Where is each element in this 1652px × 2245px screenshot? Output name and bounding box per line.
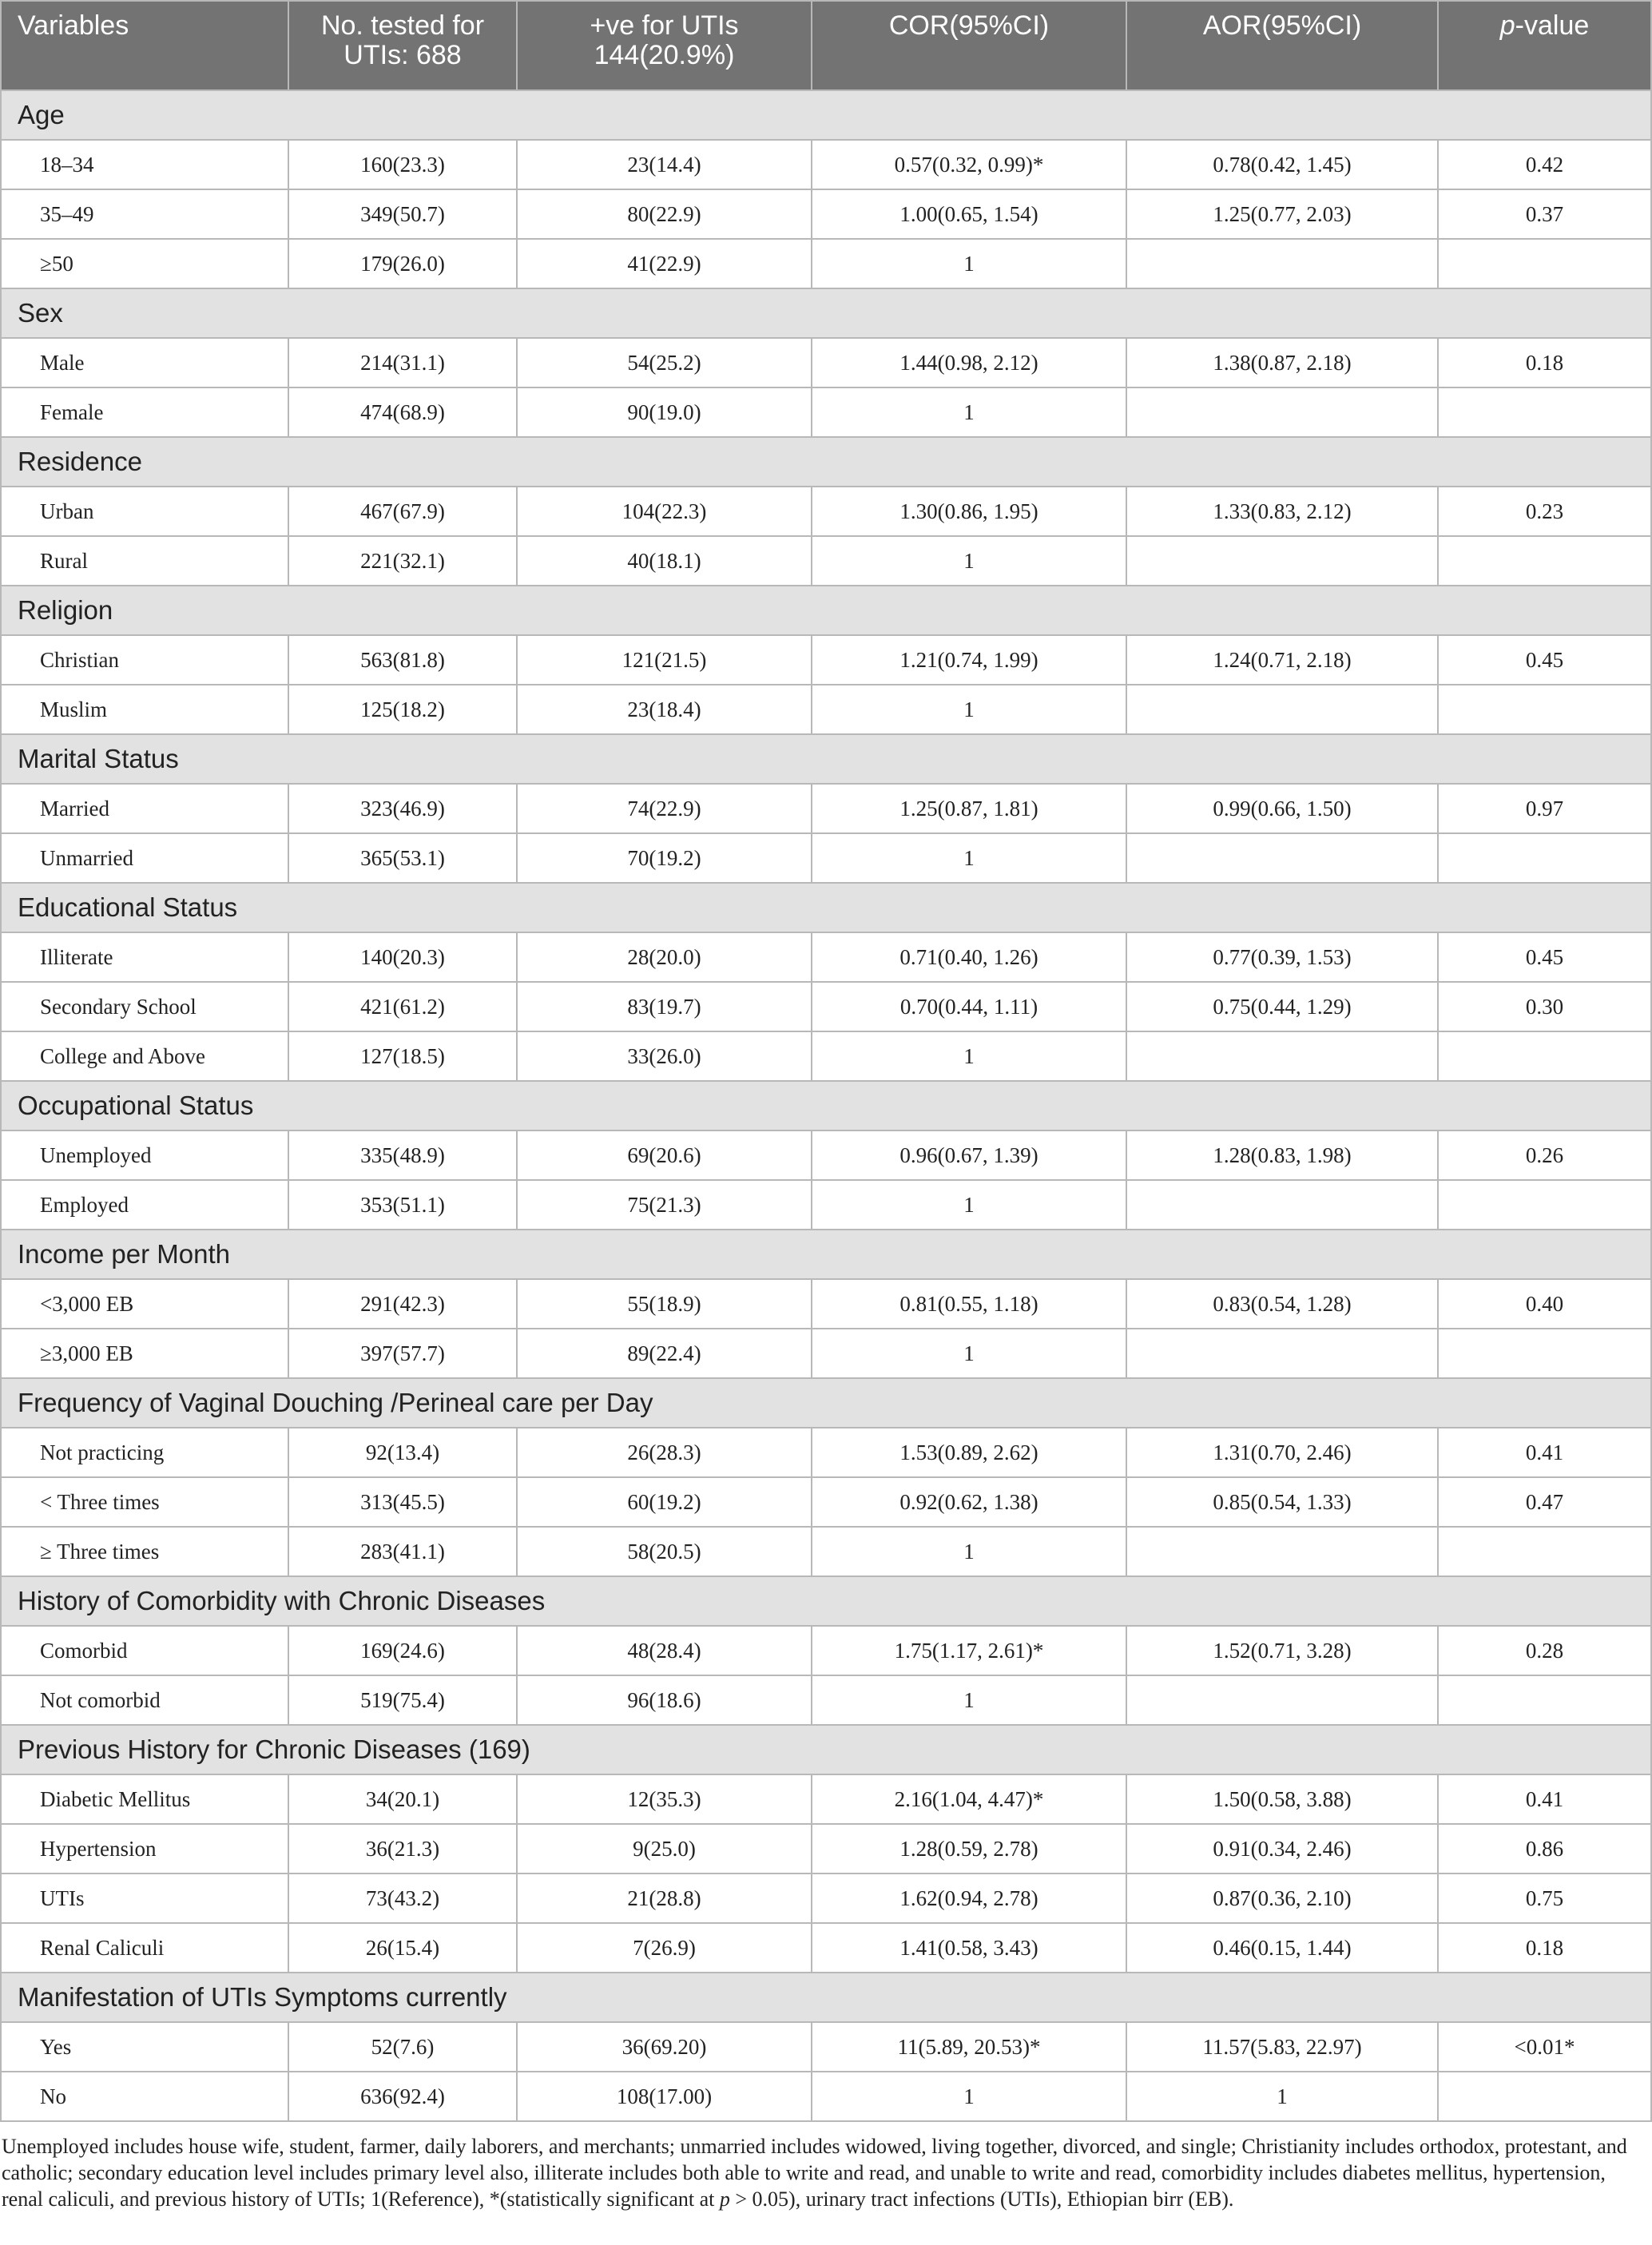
variable-cell: Married (1, 784, 288, 833)
section-title: History of Comorbidity with Chronic Diseases (1, 1576, 1651, 1626)
variable-cell: Unmarried (1, 833, 288, 883)
tested-cell: 349(50.7) (288, 189, 517, 239)
cor-cell: 2.16(1.04, 4.47)* (812, 1774, 1126, 1824)
cor-cell: 0.57(0.32, 0.99)* (812, 140, 1126, 189)
aor-cell (1126, 387, 1438, 437)
cor-cell: 1.53(0.89, 2.62) (812, 1428, 1126, 1477)
positive-cell: 9(25.0) (517, 1824, 812, 1873)
variable-cell: 18–34 (1, 140, 288, 189)
tested-cell: 397(57.7) (288, 1329, 517, 1378)
positive-cell: 121(21.5) (517, 635, 812, 685)
table-row (1, 635, 1651, 685)
section-header-row (1, 1576, 1651, 1626)
aor-cell (1126, 1675, 1438, 1725)
cor-cell: 1.41(0.58, 3.43) (812, 1923, 1126, 1973)
tested-cell: 92(13.4) (288, 1428, 517, 1477)
section-title: Frequency of Vaginal Douching /Perineal care per Day (1, 1378, 1651, 1428)
variable-cell: 35–49 (1, 189, 288, 239)
aor-cell: 0.83(0.54, 1.28) (1126, 1279, 1438, 1329)
table-row (1, 982, 1651, 1031)
header-variables: Variables (1, 1, 288, 90)
cor-cell: 1 (812, 2072, 1126, 2121)
positive-cell: 83(19.7) (517, 982, 812, 1031)
tested-cell: 34(20.1) (288, 1774, 517, 1824)
variable-cell: Yes (1, 2022, 288, 2072)
p-value-cell: 0.47 (1438, 1477, 1651, 1527)
cor-cell: 1 (812, 833, 1126, 883)
tested-cell: 291(42.3) (288, 1279, 517, 1329)
cor-cell: 1.62(0.94, 2.78) (812, 1873, 1126, 1923)
p-value-cell: 0.75 (1438, 1873, 1651, 1923)
section-title: Educational Status (1, 883, 1651, 932)
aor-cell: 0.99(0.66, 1.50) (1126, 784, 1438, 833)
positive-cell: 7(26.9) (517, 1923, 812, 1973)
tested-cell: 214(31.1) (288, 338, 517, 387)
positive-cell: 75(21.3) (517, 1180, 812, 1230)
cor-cell: 1 (812, 387, 1126, 437)
cor-cell: 1 (812, 1180, 1126, 1230)
tested-cell: 313(45.5) (288, 1477, 517, 1527)
cor-cell: 1 (812, 1675, 1126, 1725)
positive-cell: 58(20.5) (517, 1527, 812, 1576)
p-value-cell: <0.01* (1438, 2022, 1651, 2072)
section-header-row (1, 288, 1651, 338)
tested-cell: 36(21.3) (288, 1824, 517, 1873)
header-p-italic: p (1499, 10, 1515, 41)
positive-cell: 23(18.4) (517, 685, 812, 734)
variable-cell: Employed (1, 1180, 288, 1230)
aor-cell: 1 (1126, 2072, 1438, 2121)
header-p-rest: -value (1515, 10, 1590, 41)
variable-cell: Diabetic Mellitus (1, 1774, 288, 1824)
positive-cell: 21(28.8) (517, 1873, 812, 1923)
table-row (1, 1774, 1651, 1824)
tested-cell: 127(18.5) (288, 1031, 517, 1081)
aor-cell: 1.33(0.83, 2.12) (1126, 487, 1438, 536)
aor-cell: 0.78(0.42, 1.45) (1126, 140, 1438, 189)
variable-cell: Christian (1, 635, 288, 685)
p-value-cell: 0.45 (1438, 932, 1651, 982)
table-row (1, 784, 1651, 833)
aor-cell (1126, 1527, 1438, 1576)
positive-cell: 80(22.9) (517, 189, 812, 239)
positive-cell: 96(18.6) (517, 1675, 812, 1725)
positive-cell: 69(20.6) (517, 1130, 812, 1180)
variable-cell: No (1, 2072, 288, 2121)
p-value-cell: 0.41 (1438, 1774, 1651, 1824)
variable-cell: Urban (1, 487, 288, 536)
variable-cell: Muslim (1, 685, 288, 734)
section-header-row (1, 1230, 1651, 1279)
p-value-cell: 0.30 (1438, 982, 1651, 1031)
header-positive-line1: +ve for UTIs (590, 10, 739, 41)
aor-cell: 0.75(0.44, 1.29) (1126, 982, 1438, 1031)
p-value-cell: 0.28 (1438, 1626, 1651, 1675)
p-value-cell: 0.97 (1438, 784, 1651, 833)
variable-cell: Illiterate (1, 932, 288, 982)
cor-cell: 0.81(0.55, 1.18) (812, 1279, 1126, 1329)
header-row (1, 1, 1651, 90)
tested-cell: 125(18.2) (288, 685, 517, 734)
header-aor: AOR(95%CI) (1126, 1, 1438, 90)
variable-cell: Comorbid (1, 1626, 288, 1675)
variable-cell: < Three times (1, 1477, 288, 1527)
p-value-cell: 0.18 (1438, 338, 1651, 387)
section-header-row (1, 1973, 1651, 2022)
header-tested (288, 1, 517, 90)
table-row (1, 1031, 1651, 1081)
tested-cell: 519(75.4) (288, 1675, 517, 1725)
section-title: Previous History for Chronic Diseases (169) (1, 1725, 1651, 1774)
positive-cell: 40(18.1) (517, 536, 812, 586)
tested-cell: 26(15.4) (288, 1923, 517, 1973)
p-value-cell: 0.86 (1438, 1824, 1651, 1873)
tested-cell: 160(23.3) (288, 140, 517, 189)
section-header-row (1, 1378, 1651, 1428)
positive-cell: 108(17.00) (517, 2072, 812, 2121)
variable-cell: Not practicing (1, 1428, 288, 1477)
section-header-row (1, 1081, 1651, 1130)
header-p-value (1438, 1, 1651, 90)
table-row (1, 338, 1651, 387)
tested-cell: 52(7.6) (288, 2022, 517, 2072)
footnote-p-italic: p (719, 2187, 730, 2211)
section-header-row (1, 437, 1651, 487)
section-title: Sex (1, 288, 1651, 338)
table-row (1, 1180, 1651, 1230)
variable-cell: Male (1, 338, 288, 387)
aor-cell: 1.28(0.83, 1.98) (1126, 1130, 1438, 1180)
cor-cell: 0.92(0.62, 1.38) (812, 1477, 1126, 1527)
section-title: Age (1, 90, 1651, 140)
variable-cell: College and Above (1, 1031, 288, 1081)
aor-cell (1126, 536, 1438, 586)
p-value-cell (1438, 239, 1651, 288)
section-title: Manifestation of UTIs Symptoms currently (1, 1973, 1651, 2022)
aor-cell: 0.46(0.15, 1.44) (1126, 1923, 1438, 1973)
header-positive-line2: 144(20.9%) (594, 40, 735, 70)
cor-cell: 0.71(0.40, 1.26) (812, 932, 1126, 982)
p-value-cell (1438, 1527, 1651, 1576)
tested-cell: 73(43.2) (288, 1873, 517, 1923)
section-header-row (1, 883, 1651, 932)
p-value-cell (1438, 1329, 1651, 1378)
section-title: Occupational Status (1, 1081, 1651, 1130)
table-row (1, 1626, 1651, 1675)
table-body (1, 90, 1651, 2121)
table-row (1, 1130, 1651, 1180)
p-value-cell: 0.18 (1438, 1923, 1651, 1973)
cor-cell: 1 (812, 1329, 1126, 1378)
section-title: Marital Status (1, 734, 1651, 784)
positive-cell: 104(22.3) (517, 487, 812, 536)
p-value-cell (1438, 1675, 1651, 1725)
table-row (1, 1824, 1651, 1873)
tested-cell: 221(32.1) (288, 536, 517, 586)
p-value-cell: 0.26 (1438, 1130, 1651, 1180)
variable-cell: Not comorbid (1, 1675, 288, 1725)
positive-cell: 48(28.4) (517, 1626, 812, 1675)
section-header-row (1, 734, 1651, 784)
cor-cell: 0.96(0.67, 1.39) (812, 1130, 1126, 1180)
p-value-cell (1438, 2072, 1651, 2121)
footnote (0, 2133, 1649, 2212)
variable-cell: Secondary School (1, 982, 288, 1031)
footnote-part2: > 0.05), urinary tract infections (UTIs), Ethiopian birr (EB). (729, 2187, 1234, 2211)
variable-cell: Rural (1, 536, 288, 586)
variable-cell: <3,000 EB (1, 1279, 288, 1329)
p-value-cell (1438, 833, 1651, 883)
aor-cell: 0.77(0.39, 1.53) (1126, 932, 1438, 982)
cor-cell: 0.70(0.44, 1.11) (812, 982, 1126, 1031)
p-value-cell (1438, 387, 1651, 437)
positive-cell: 90(19.0) (517, 387, 812, 437)
table-row (1, 1329, 1651, 1378)
positive-cell: 23(14.4) (517, 140, 812, 189)
tested-cell: 421(61.2) (288, 982, 517, 1031)
p-value-cell (1438, 1180, 1651, 1230)
p-value-cell: 0.41 (1438, 1428, 1651, 1477)
aor-cell (1126, 239, 1438, 288)
cor-cell: 1 (812, 239, 1126, 288)
positive-cell: 74(22.9) (517, 784, 812, 833)
aor-cell: 1.24(0.71, 2.18) (1126, 635, 1438, 685)
aor-cell: 0.91(0.34, 2.46) (1126, 1824, 1438, 1873)
p-value-cell: 0.42 (1438, 140, 1651, 189)
tested-cell: 636(92.4) (288, 2072, 517, 2121)
variable-cell: Unemployed (1, 1130, 288, 1180)
table-row (1, 387, 1651, 437)
aor-cell (1126, 1329, 1438, 1378)
table-row (1, 932, 1651, 982)
tested-cell: 353(51.1) (288, 1180, 517, 1230)
p-value-cell: 0.45 (1438, 635, 1651, 685)
header-tested-line2: UTIs: 688 (344, 40, 462, 70)
aor-cell: 1.52(0.71, 3.28) (1126, 1626, 1438, 1675)
positive-cell: 70(19.2) (517, 833, 812, 883)
section-header-row (1, 90, 1651, 140)
table-row (1, 1477, 1651, 1527)
p-value-cell (1438, 1031, 1651, 1081)
table-row (1, 189, 1651, 239)
positive-cell: 33(26.0) (517, 1031, 812, 1081)
positive-cell: 89(22.4) (517, 1329, 812, 1378)
table-row (1, 1527, 1651, 1576)
variable-cell: ≥3,000 EB (1, 1329, 288, 1378)
cor-cell: 1.25(0.87, 1.81) (812, 784, 1126, 833)
tested-cell: 283(41.1) (288, 1527, 517, 1576)
table-row (1, 239, 1651, 288)
variable-cell: UTIs (1, 1873, 288, 1923)
section-title: Residence (1, 437, 1651, 487)
aor-cell (1126, 833, 1438, 883)
cor-cell: 1.44(0.98, 2.12) (812, 338, 1126, 387)
p-value-cell: 0.40 (1438, 1279, 1651, 1329)
aor-cell: 0.85(0.54, 1.33) (1126, 1477, 1438, 1527)
cor-cell: 1 (812, 536, 1126, 586)
cor-cell: 11(5.89, 20.53)* (812, 2022, 1126, 2072)
tested-cell: 365(53.1) (288, 833, 517, 883)
positive-cell: 54(25.2) (517, 338, 812, 387)
positive-cell: 55(18.9) (517, 1279, 812, 1329)
tested-cell: 563(81.8) (288, 635, 517, 685)
tested-cell: 140(20.3) (288, 932, 517, 982)
cor-cell: 1 (812, 1527, 1126, 1576)
positive-cell: 41(22.9) (517, 239, 812, 288)
table-row (1, 1279, 1651, 1329)
p-value-cell: 0.23 (1438, 487, 1651, 536)
aor-cell: 1.25(0.77, 2.03) (1126, 189, 1438, 239)
variable-cell: Female (1, 387, 288, 437)
positive-cell: 28(20.0) (517, 932, 812, 982)
positive-cell: 12(35.3) (517, 1774, 812, 1824)
table-row (1, 1428, 1651, 1477)
table-row (1, 833, 1651, 883)
aor-cell (1126, 1031, 1438, 1081)
variable-cell: Renal Caliculi (1, 1923, 288, 1973)
tested-cell: 467(67.9) (288, 487, 517, 536)
aor-cell: 11.57(5.83, 22.97) (1126, 2022, 1438, 2072)
cor-cell: 1.21(0.74, 1.99) (812, 635, 1126, 685)
table-row (1, 685, 1651, 734)
header-cor: COR(95%CI) (812, 1, 1126, 90)
table-row (1, 140, 1651, 189)
footnote-part1: Unemployed includes house wife, student, farmer, daily laborers, and merchants; unmarried includes widowed, living together, divorced, and single; Christianity includes orthodox, protestant, and catholic; secondary education level includes primary level also, illiterate includes both able to write and read, and unable to write and read, comorbidity includes diabetes mellitus, hypertension, renal caliculi, and previous history of UTIs; 1(Reference), *(statistically significant at (2, 2135, 1627, 2211)
table-row (1, 1923, 1651, 1973)
cor-cell: 1 (812, 1031, 1126, 1081)
tested-cell: 169(24.6) (288, 1626, 517, 1675)
p-value-cell: 0.37 (1438, 189, 1651, 239)
table-row (1, 487, 1651, 536)
section-header-row (1, 1725, 1651, 1774)
aor-cell: 0.87(0.36, 2.10) (1126, 1873, 1438, 1923)
variable-cell: ≥50 (1, 239, 288, 288)
tested-cell: 323(46.9) (288, 784, 517, 833)
cor-cell: 1 (812, 685, 1126, 734)
table-row (1, 536, 1651, 586)
table-row (1, 1675, 1651, 1725)
aor-cell (1126, 1180, 1438, 1230)
p-value-cell (1438, 536, 1651, 586)
header-tested-line1: No. tested for (320, 10, 485, 41)
variable-cell: Hypertension (1, 1824, 288, 1873)
positive-cell: 36(69.20) (517, 2022, 812, 2072)
tested-cell: 335(48.9) (288, 1130, 517, 1180)
section-title: Religion (1, 586, 1651, 635)
cor-cell: 1.00(0.65, 1.54) (812, 189, 1126, 239)
aor-cell: 1.50(0.58, 3.88) (1126, 1774, 1438, 1824)
table-row (1, 1873, 1651, 1923)
tested-cell: 474(68.9) (288, 387, 517, 437)
aor-cell: 1.31(0.70, 2.46) (1126, 1428, 1438, 1477)
section-header-row (1, 586, 1651, 635)
cor-cell: 1.30(0.86, 1.95) (812, 487, 1126, 536)
cor-cell: 1.28(0.59, 2.78) (812, 1824, 1126, 1873)
cor-cell: 1.75(1.17, 2.61)* (812, 1626, 1126, 1675)
header-positive (517, 1, 812, 90)
positive-cell: 26(28.3) (517, 1428, 812, 1477)
table-header (1, 1, 1651, 90)
tested-cell: 179(26.0) (288, 239, 517, 288)
positive-cell: 60(19.2) (517, 1477, 812, 1527)
table-row (1, 2022, 1651, 2072)
aor-cell (1126, 685, 1438, 734)
variable-cell: ≥ Three times (1, 1527, 288, 1576)
p-value-cell (1438, 685, 1651, 734)
table-row (1, 2072, 1651, 2121)
aor-cell: 1.38(0.87, 2.18) (1126, 338, 1438, 387)
section-title: Income per Month (1, 1230, 1651, 1279)
